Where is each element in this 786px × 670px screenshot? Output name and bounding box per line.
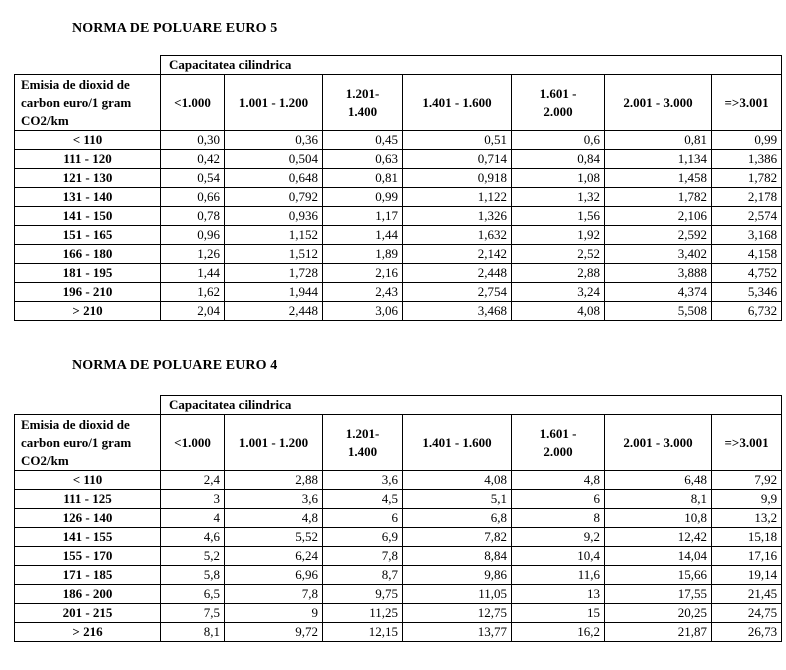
table-cell: 17,16 (712, 547, 782, 566)
table-cell: 1,512 (225, 245, 323, 264)
table-cell: 3,468 (403, 302, 512, 321)
table-cell: 14,04 (605, 547, 712, 566)
table-cell: 0,99 (323, 188, 403, 207)
table-row (15, 207, 782, 226)
table-cell: 0,648 (225, 169, 323, 188)
table-cell: 1,44 (323, 226, 403, 245)
emission-range: 155 - 170 (15, 547, 161, 566)
table-cell: 0,54 (161, 169, 225, 188)
table-cell: 3,06 (323, 302, 403, 321)
table-cell: 21,45 (712, 585, 782, 604)
table-cell: 9,2 (512, 528, 605, 547)
table-row (15, 188, 782, 207)
column-header: 1.401 - 1.600 (403, 75, 512, 131)
row-label-header: Emisia de dioxid de carbon euro/1 gram CO2/km (15, 415, 161, 471)
table-cell: 7,92 (712, 471, 782, 490)
table-cell: 1,152 (225, 226, 323, 245)
column-header: <1.000 (161, 75, 225, 131)
column-header: 1.001 - 1.200 (225, 75, 323, 131)
table-cell: 7,5 (161, 604, 225, 623)
table-cell: 13 (512, 585, 605, 604)
table-cell: 0,78 (161, 207, 225, 226)
table-cell: 3 (161, 490, 225, 509)
table-cell: 6 (323, 509, 403, 528)
table-row (15, 302, 782, 321)
euro5-title: NORMA DE POLUARE EURO 5 (72, 21, 278, 36)
table-cell: 7,8 (225, 585, 323, 604)
table-cell: 0,66 (161, 188, 225, 207)
table-cell: 0,81 (323, 169, 403, 188)
table-cell: 8,7 (323, 566, 403, 585)
table-cell: 3,6 (225, 490, 323, 509)
table-cell: 15,66 (605, 566, 712, 585)
table-cell: 10,8 (605, 509, 712, 528)
table-cell: 9,75 (323, 585, 403, 604)
table-cell: 2,4 (161, 471, 225, 490)
table-cell: 0,96 (161, 226, 225, 245)
table-cell: 9,72 (225, 623, 323, 642)
table-cell: 6,96 (225, 566, 323, 585)
table-cell: 1,728 (225, 264, 323, 283)
table-cell: 1,32 (512, 188, 605, 207)
column-header: 2.001 - 3.000 (605, 415, 712, 471)
table-cell: 2,04 (161, 302, 225, 321)
table-cell: 1,92 (512, 226, 605, 245)
emission-range: 171 - 185 (15, 566, 161, 585)
table-cell: 16,2 (512, 623, 605, 642)
table-cell: 4,5 (323, 490, 403, 509)
table-cell: 26,73 (712, 623, 782, 642)
emission-range: < 110 (15, 131, 161, 150)
table-cell: 6,9 (323, 528, 403, 547)
table-row (15, 150, 782, 169)
table-cell: 2,43 (323, 283, 403, 302)
table-row (15, 245, 782, 264)
table-cell: 6,24 (225, 547, 323, 566)
column-header: 1.201- 1.400 (323, 415, 403, 471)
table-cell: 11,05 (403, 585, 512, 604)
table-row (15, 490, 782, 509)
table-cell: 3,168 (712, 226, 782, 245)
table-cell: 8,1 (161, 623, 225, 642)
table-cell: 1,458 (605, 169, 712, 188)
table-cell: 4,08 (512, 302, 605, 321)
table-cell: 4,8 (512, 471, 605, 490)
column-header: <1.000 (161, 415, 225, 471)
emission-range: 141 - 150 (15, 207, 161, 226)
table-cell: 5,346 (712, 283, 782, 302)
table-cell: 9,86 (403, 566, 512, 585)
table-cell: 15 (512, 604, 605, 623)
emission-range: 186 - 200 (15, 585, 161, 604)
column-header: 1.201- 1.400 (323, 75, 403, 131)
table-cell: 4,08 (403, 471, 512, 490)
table-row (15, 131, 782, 150)
table-cell: 1,326 (403, 207, 512, 226)
capacity-header-row (15, 56, 782, 75)
table-cell: 1,782 (712, 169, 782, 188)
capacity-header-row (15, 396, 782, 415)
header-corner (15, 56, 161, 75)
emission-range: 196 - 210 (15, 283, 161, 302)
table-cell: 19,14 (712, 566, 782, 585)
emission-range: 111 - 125 (15, 490, 161, 509)
emission-range: 121 - 130 (15, 169, 161, 188)
table-cell: 7,8 (323, 547, 403, 566)
table-row (15, 169, 782, 188)
table-cell: 0,30 (161, 131, 225, 150)
table-cell: 0,63 (323, 150, 403, 169)
table-row (15, 528, 782, 547)
euro5-table (14, 55, 782, 321)
table-cell: 7,82 (403, 528, 512, 547)
column-header: =>3.001 (712, 75, 782, 131)
column-header: 1.601 - 2.000 (512, 415, 605, 471)
table-cell: 1,782 (605, 188, 712, 207)
table-cell: 0,81 (605, 131, 712, 150)
table-cell: 2,448 (225, 302, 323, 321)
emission-range: 131 - 140 (15, 188, 161, 207)
table-cell: 2,754 (403, 283, 512, 302)
table-cell: 20,25 (605, 604, 712, 623)
table-cell: 12,75 (403, 604, 512, 623)
emission-range: > 210 (15, 302, 161, 321)
header-corner (15, 396, 161, 415)
emission-range: 126 - 140 (15, 509, 161, 528)
table-cell: 1,44 (161, 264, 225, 283)
table-cell: 1,386 (712, 150, 782, 169)
table-cell: 9,9 (712, 490, 782, 509)
table-cell: 5,52 (225, 528, 323, 547)
table-cell: 0,918 (403, 169, 512, 188)
euro4-table (14, 395, 782, 642)
table-cell: 5,8 (161, 566, 225, 585)
row-label-header: Emisia de dioxid de carbon euro/1 gram CO2/km (15, 75, 161, 131)
table-cell: 4,374 (605, 283, 712, 302)
table-cell: 0,51 (403, 131, 512, 150)
table-cell: 2,52 (512, 245, 605, 264)
emission-range: > 216 (15, 623, 161, 642)
table-cell: 0,84 (512, 150, 605, 169)
table-cell: 6,5 (161, 585, 225, 604)
table-cell: 4 (161, 509, 225, 528)
table-cell: 1,26 (161, 245, 225, 264)
table-cell: 8 (512, 509, 605, 528)
table-row (15, 471, 782, 490)
column-header: 1.001 - 1.200 (225, 415, 323, 471)
emission-range: 181 - 195 (15, 264, 161, 283)
emission-range: < 110 (15, 471, 161, 490)
table-cell: 0,42 (161, 150, 225, 169)
table-cell: 1,134 (605, 150, 712, 169)
table-cell: 6 (512, 490, 605, 509)
table-cell: 3,888 (605, 264, 712, 283)
column-header-row (15, 75, 782, 131)
table-cell: 2,88 (225, 471, 323, 490)
emission-range: 111 - 120 (15, 150, 161, 169)
emission-range: 201 - 215 (15, 604, 161, 623)
column-header: 2.001 - 3.000 (605, 75, 712, 131)
table-cell: 10,4 (512, 547, 605, 566)
table-cell: 1,08 (512, 169, 605, 188)
table-cell: 2,592 (605, 226, 712, 245)
euro4-title: NORMA DE POLUARE EURO 4 (72, 358, 278, 373)
table-cell: 13,77 (403, 623, 512, 642)
table-cell: 17,55 (605, 585, 712, 604)
table-cell: 24,75 (712, 604, 782, 623)
column-header: =>3.001 (712, 415, 782, 471)
table-cell: 5,1 (403, 490, 512, 509)
column-header: 1.401 - 1.600 (403, 415, 512, 471)
table-cell: 15,18 (712, 528, 782, 547)
table-row (15, 226, 782, 245)
table-cell: 3,24 (512, 283, 605, 302)
table-cell: 3,6 (323, 471, 403, 490)
emission-range: 141 - 155 (15, 528, 161, 547)
table-cell: 2,16 (323, 264, 403, 283)
table-row (15, 566, 782, 585)
table-cell: 1,17 (323, 207, 403, 226)
table-cell: 0,792 (225, 188, 323, 207)
capacity-header: Capacitatea cilindrica (161, 396, 782, 415)
table-cell: 0,6 (512, 131, 605, 150)
table-cell: 12,42 (605, 528, 712, 547)
table-cell: 21,87 (605, 623, 712, 642)
table-row (15, 604, 782, 623)
table-cell: 0,36 (225, 131, 323, 150)
table-cell: 0,936 (225, 207, 323, 226)
table-cell: 1,632 (403, 226, 512, 245)
table-row (15, 585, 782, 604)
table-cell: 3,402 (605, 245, 712, 264)
table-cell: 12,15 (323, 623, 403, 642)
table-cell: 2,178 (712, 188, 782, 207)
table-cell: 0,45 (323, 131, 403, 150)
table-cell: 2,88 (512, 264, 605, 283)
table-cell: 6,732 (712, 302, 782, 321)
table-cell: 11,6 (512, 566, 605, 585)
capacity-header: Capacitatea cilindrica (161, 56, 782, 75)
table-cell: 8,1 (605, 490, 712, 509)
table-cell: 4,752 (712, 264, 782, 283)
table-cell: 1,944 (225, 283, 323, 302)
table-cell: 2,448 (403, 264, 512, 283)
table-cell: 1,89 (323, 245, 403, 264)
emission-range: 151 - 165 (15, 226, 161, 245)
table-cell: 2,142 (403, 245, 512, 264)
table-cell: 1,122 (403, 188, 512, 207)
table-row (15, 547, 782, 566)
table-cell: 0,99 (712, 131, 782, 150)
table-cell: 11,25 (323, 604, 403, 623)
table-row (15, 283, 782, 302)
table-cell: 4,6 (161, 528, 225, 547)
table-cell: 9 (225, 604, 323, 623)
table-cell: 4,8 (225, 509, 323, 528)
table-row (15, 264, 782, 283)
table-cell: 5,508 (605, 302, 712, 321)
table-cell: 6,48 (605, 471, 712, 490)
table-cell: 0,714 (403, 150, 512, 169)
table-cell: 1,62 (161, 283, 225, 302)
table-row (15, 623, 782, 642)
table-cell: 13,2 (712, 509, 782, 528)
table-cell: 6,8 (403, 509, 512, 528)
emission-range: 166 - 180 (15, 245, 161, 264)
table-cell: 8,84 (403, 547, 512, 566)
table-cell: 2,106 (605, 207, 712, 226)
table-cell: 0,504 (225, 150, 323, 169)
column-header-row (15, 415, 782, 471)
table-cell: 1,56 (512, 207, 605, 226)
table-cell: 2,574 (712, 207, 782, 226)
table-cell: 4,158 (712, 245, 782, 264)
table-cell: 5,2 (161, 547, 225, 566)
column-header: 1.601 - 2.000 (512, 75, 605, 131)
table-row (15, 509, 782, 528)
